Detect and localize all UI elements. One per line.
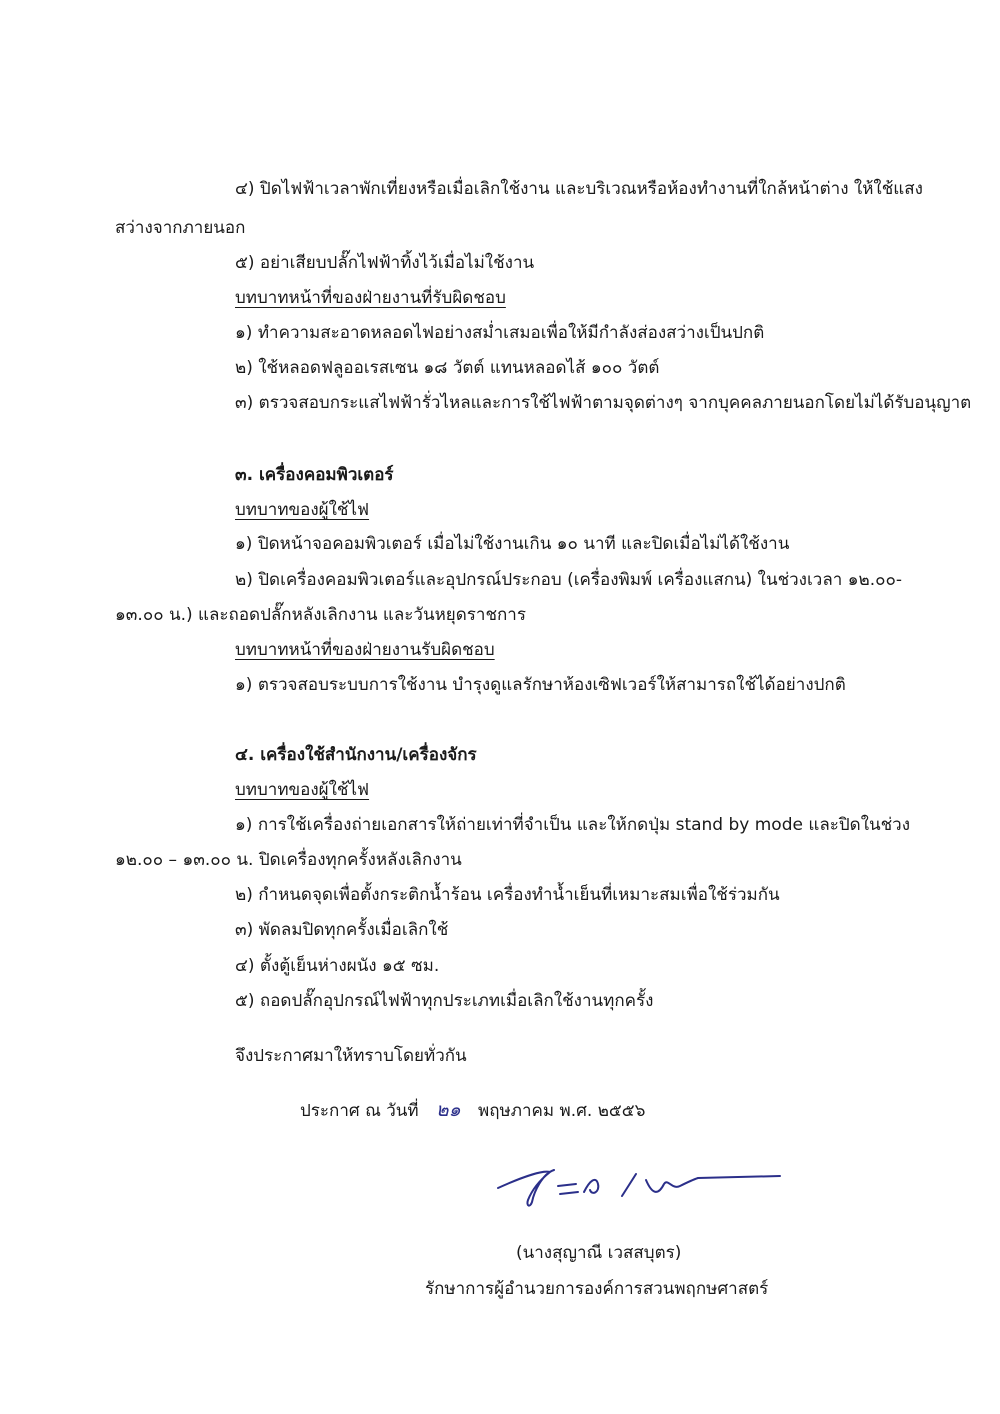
date-suffix: พฤษภาคม พ.ศ. ๒๕๕๖	[478, 1101, 646, 1121]
signatory-position: รักษาการผู้อำนวยการองค์การสวนพฤกษศาสตร์	[425, 1279, 769, 1299]
sec3-dept-item1: ๑) ตรวจสอบระบบการใช้งาน บำรุงดูแลรักษาห้องเซิฟเวอร์ให้สามารถใช้ได้อย่างปกติ	[235, 675, 846, 695]
sec2-item4-line2: สว่างจากภายนอก	[115, 218, 246, 238]
sec2-item4-line1: ๔) ปิดไฟฟ้าเวลาพักเที่ยงหรือเมื่อเลิกใช้งาน และบริเวณหรือห้องทำงานที่ใกล้หน้าต่าง ให้ใช้แสง	[235, 179, 923, 199]
signatory-name: (นางสุญาณี เวสสบุตร)	[516, 1243, 682, 1263]
sec3-title: ๓. เครื่องคอมพิวเตอร์	[235, 465, 394, 485]
sec2-item5: ๕) อย่าเสียบปลั๊กไฟฟ้าทิ้งไว้เมื่อไม่ใช้งาน	[235, 253, 535, 273]
signature	[480, 1150, 790, 1220]
sec4-user-item1-line1: ๑) การใช้เครื่องถ่ายเอกสารให้ถ่ายเท่าที่จำเป็น และให้กดปุ่ม stand by mode และปิดในช่วง	[235, 815, 911, 835]
sec4-title: ๔. เครื่องใช้สำนักงาน/เครื่องจักร	[235, 745, 477, 765]
sec2-dept-heading: บทบาทหน้าที่ของฝ่ายงานที่รับผิดชอบ	[235, 288, 506, 308]
sec4-user-item2: ๒) กำหนดจุดเพื่อตั้งกระติกน้ำร้อน เครื่องทำน้ำเย็นที่เหมาะสมเพื่อใช้ร่วมกัน	[235, 885, 780, 905]
date-day-handwritten: ๒๑	[436, 1099, 461, 1121]
sec3-user-item2-line1: ๒) ปิดเครื่องคอมพิวเตอร์และอุปกรณ์ประกอบ (เครื่องพิมพ์ เครื่องแสกน) ในช่วงเวลา ๑๒.๐๐-	[235, 570, 902, 590]
sec2-dept-item1: ๑) ทำความสะอาดหลอดไฟอย่างสม่ำเสมอเพื่อให้มีกำลังส่องสว่างเป็นปกติ	[235, 323, 765, 343]
date-prefix: ประกาศ ณ วันที่	[300, 1101, 419, 1121]
closing-notice: จึงประกาศมาให้ทราบโดยทั่วกัน	[235, 1046, 467, 1066]
sec4-user-item1-line2: ๑๒.๐๐ – ๑๓.๐๐ น. ปิดเครื่องทุกครั้งหลังเลิกงาน	[115, 850, 462, 870]
sec3-user-heading: บทบาทของผู้ใช้ไฟ	[235, 500, 370, 520]
sec2-dept-item2: ๒) ใช้หลอดฟลูออเรสเซน ๑๘ วัตต์ แทนหลอดไส้ ๑๐๐ วัตต์	[235, 358, 660, 378]
sec3-dept-heading: บทบาทหน้าที่ของฝ่ายงานรับผิดชอบ	[235, 640, 495, 660]
sec4-user-item4: ๔) ตั้งตู้เย็นห่างผนัง ๑๕ ซม.	[235, 956, 440, 976]
sec3-user-item1: ๑) ปิดหน้าจอคอมพิวเตอร์ เมื่อไม่ใช้งานเกิน ๑๐ นาที และปิดเมื่อไม่ได้ใช้งาน	[235, 534, 790, 554]
sec3-user-item2-line2: ๑๓.๐๐ น.) และถอดปลั๊กหลังเลิกงาน และวันหยุดราชการ	[115, 605, 526, 625]
sec4-user-heading: บทบาทของผู้ใช้ไฟ	[235, 780, 370, 800]
sec4-user-item3: ๓) พัดลมปิดทุกครั้งเมื่อเลิกใช้	[235, 920, 449, 940]
announcement-date	[300, 1097, 645, 1124]
sec4-user-item5: ๕) ถอดปลั๊กอุปกรณ์ไฟฟ้าทุกประเภทเมื่อเลิกใช้งานทุกครั้ง	[235, 991, 654, 1011]
sec2-dept-item3: ๓) ตรวจสอบกระแสไฟฟ้ารั่วไหลและการใช้ไฟฟ้าตามจุดต่างๆ จากบุคคลภายนอกโดยไม่ได้รับอนุญาต	[235, 393, 972, 413]
